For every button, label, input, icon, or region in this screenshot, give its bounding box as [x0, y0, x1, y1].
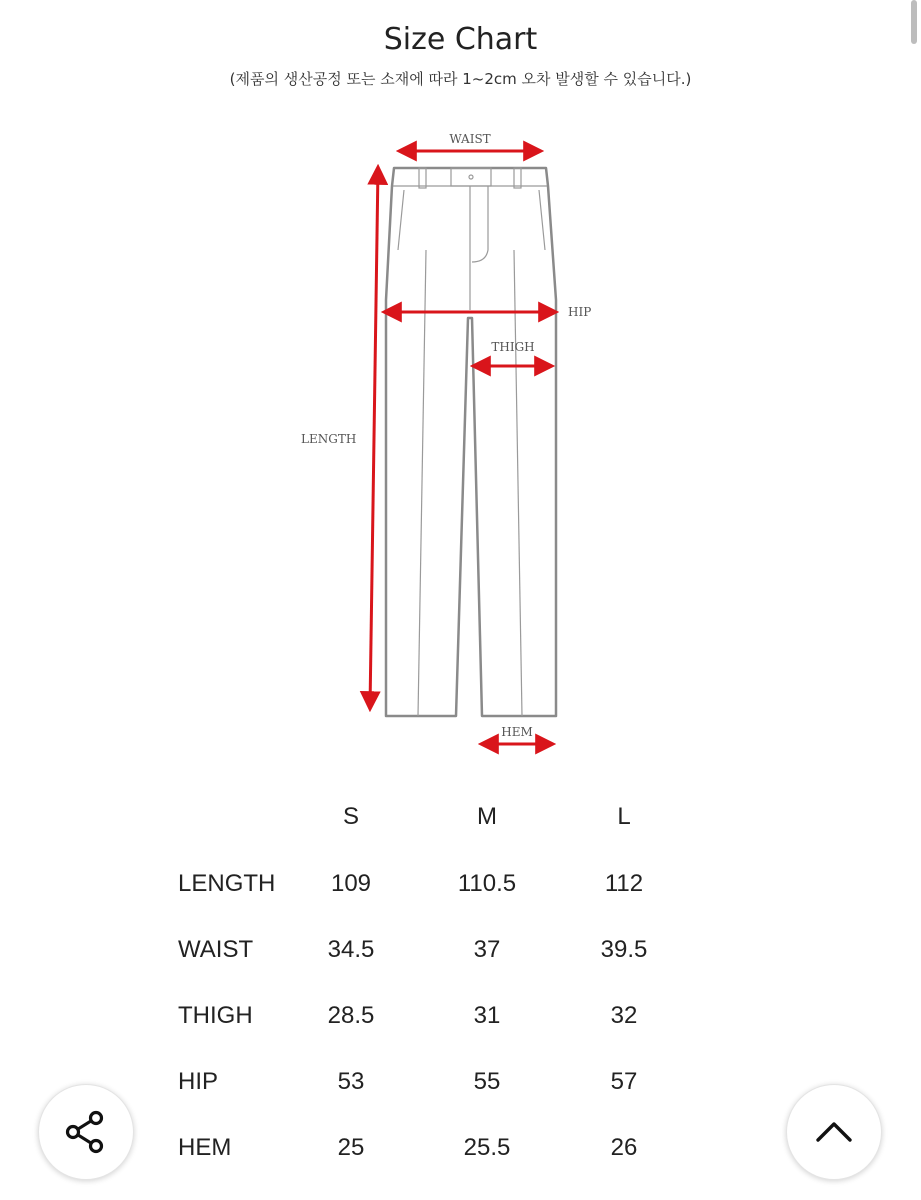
column-header-m: M — [477, 803, 497, 830]
row-label-waist: WAIST — [178, 936, 254, 963]
share-button[interactable] — [38, 1084, 134, 1180]
hip-label: HIP — [568, 305, 592, 319]
table-cell: 53 — [337, 1068, 365, 1095]
chevron-up-icon — [812, 1110, 856, 1154]
table-cell: 25 — [337, 1134, 365, 1161]
table-cell: 110.5 — [457, 870, 517, 897]
scroll-to-top-button[interactable] — [786, 1084, 882, 1180]
column-header-l: L — [617, 803, 631, 830]
table-cell: 31 — [473, 1002, 501, 1029]
table-cell: 32 — [610, 1002, 638, 1029]
table-cell: 55 — [473, 1068, 501, 1095]
row-label-thigh: THIGH — [178, 1002, 253, 1029]
row-label-hem: HEM — [178, 1134, 232, 1161]
table-cell: 109 — [330, 870, 372, 897]
hem-label: HEM — [501, 725, 533, 739]
table-cell: 26 — [610, 1134, 638, 1161]
table-cell: 28.5 — [327, 1002, 375, 1029]
pants-outline — [386, 168, 556, 716]
page-subtitle: (제품의 생산공정 또는 소재에 따라 1~2cm 오차 발생할 수 있습니다.) — [229, 70, 692, 88]
length-label: LENGTH — [301, 432, 357, 446]
share-icon — [62, 1108, 110, 1156]
table-cell: 112 — [604, 870, 644, 897]
table-cell: 57 — [610, 1068, 638, 1095]
length-arrow — [370, 168, 378, 708]
table-cell: 34.5 — [327, 936, 375, 963]
table-cell: 37 — [473, 936, 501, 963]
table-cell: 25.5 — [463, 1134, 511, 1161]
waist-label: WAIST — [449, 132, 491, 146]
row-label-length: LENGTH — [178, 870, 276, 897]
page-title: Size Chart — [383, 22, 538, 57]
column-header-s: S — [342, 803, 360, 830]
table-cell: 39.5 — [600, 936, 648, 963]
row-label-hip: HIP — [178, 1068, 219, 1095]
thigh-label: THIGH — [491, 340, 535, 354]
